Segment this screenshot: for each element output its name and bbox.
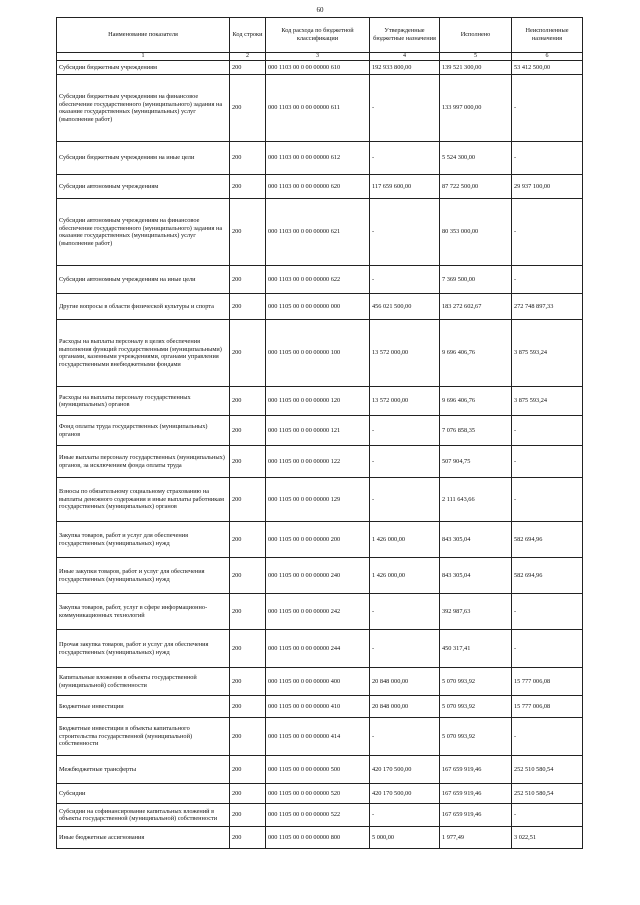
header-unexecuted: Неисполненные назначения — [512, 18, 583, 53]
row-executed-amount: 5 070 993,92 — [440, 696, 512, 718]
row-approved-amount: 117 659 600,00 — [370, 175, 440, 199]
row-budget-code: 000 1105 00 0 00 00000 121 — [266, 416, 370, 446]
row-budget-code: 000 1105 00 0 00 00000 520 — [266, 784, 370, 804]
row-line-code: 200 — [230, 416, 266, 446]
row-line-code: 200 — [230, 387, 266, 416]
row-executed-amount: 167 659 919,46 — [440, 756, 512, 784]
row-executed-amount: 5 524 300,00 — [440, 142, 512, 175]
table-row — [57, 266, 583, 294]
table-row — [57, 784, 583, 804]
row-unexecuted-amount: - — [512, 266, 583, 294]
row-budget-code: 000 1105 00 0 00 00000 200 — [266, 522, 370, 558]
row-approved-amount: 13 572 000,00 — [370, 320, 440, 387]
row-line-code: 200 — [230, 594, 266, 630]
budget-execution-table — [56, 17, 583, 849]
table-row — [57, 756, 583, 784]
row-budget-code: 000 1103 00 0 00 00000 622 — [266, 266, 370, 294]
row-approved-amount: 1 426 000,00 — [370, 558, 440, 594]
row-budget-code: 000 1103 00 0 00 00000 612 — [266, 142, 370, 175]
row-approved-amount: - — [370, 630, 440, 668]
row-indicator-name: Субсидии автономным учреждениям — [57, 175, 230, 199]
row-unexecuted-amount: 53 412 500,00 — [512, 61, 583, 75]
row-indicator-name: Фонд оплаты труда государственных (муниципальных) органов — [57, 416, 230, 446]
row-approved-amount: - — [370, 478, 440, 522]
table-body — [57, 61, 583, 849]
table-row — [57, 142, 583, 175]
row-approved-amount: - — [370, 804, 440, 827]
row-line-code: 200 — [230, 827, 266, 849]
row-unexecuted-amount: 582 694,96 — [512, 558, 583, 594]
row-executed-amount: 843 305,04 — [440, 522, 512, 558]
row-executed-amount: 392 987,63 — [440, 594, 512, 630]
table-row — [57, 199, 583, 266]
row-approved-amount: - — [370, 142, 440, 175]
row-indicator-name: Иные закупки товаров, работ и услуг для обеспечения государственных (муниципальных) нужд — [57, 558, 230, 594]
table-row — [57, 478, 583, 522]
row-unexecuted-amount: 29 937 100,00 — [512, 175, 583, 199]
row-line-code: 200 — [230, 718, 266, 756]
row-indicator-name: Субсидии автономным учреждениям на финансовое обеспечение государственного (муниципального) задания на оказание государственных (муниципальных) услуг (выполнение работ) — [57, 199, 230, 266]
row-unexecuted-amount: 3 875 593,24 — [512, 387, 583, 416]
row-unexecuted-amount: - — [512, 630, 583, 668]
table-row — [57, 416, 583, 446]
row-executed-amount: 7 076 858,35 — [440, 416, 512, 446]
row-indicator-name: Расходы на выплаты персоналу в целях обеспечения выполнения функций государственными (муниципальными) органами, казенными учреждениями, органами управления государственными внебюджетными фондами — [57, 320, 230, 387]
row-indicator-name: Субсидии автономным учреждениям на иные цели — [57, 266, 230, 294]
column-number: 2 — [230, 53, 266, 61]
table-row — [57, 61, 583, 75]
row-budget-code: 000 1105 00 0 00 00000 120 — [266, 387, 370, 416]
row-indicator-name: Бюджетные инвестиции в объекты капитального строительства государственной (муниципальной) собственности — [57, 718, 230, 756]
row-indicator-name: Закупка товаров, работ и услуг для обеспечения государственных (муниципальных) нужд — [57, 522, 230, 558]
table-row — [57, 175, 583, 199]
row-approved-amount: 5 000,00 — [370, 827, 440, 849]
row-line-code: 200 — [230, 266, 266, 294]
row-budget-code: 000 1103 00 0 00 00000 610 — [266, 61, 370, 75]
table-row — [57, 387, 583, 416]
row-budget-code: 000 1105 00 0 00 00000 800 — [266, 827, 370, 849]
row-executed-amount: 9 696 406,76 — [440, 320, 512, 387]
row-executed-amount: 167 659 919,46 — [440, 804, 512, 827]
row-unexecuted-amount: - — [512, 199, 583, 266]
row-indicator-name: Субсидии на софинансирование капитальных вложений в объекты государственной (муниципальной) собственности — [57, 804, 230, 827]
row-unexecuted-amount: 3 022,51 — [512, 827, 583, 849]
row-approved-amount: - — [370, 594, 440, 630]
table-row — [57, 75, 583, 142]
row-executed-amount: 5 070 993,92 — [440, 668, 512, 696]
row-unexecuted-amount: - — [512, 804, 583, 827]
table-row — [57, 294, 583, 320]
row-line-code: 200 — [230, 320, 266, 387]
row-unexecuted-amount: 252 510 580,54 — [512, 756, 583, 784]
row-executed-amount: 7 369 500,00 — [440, 266, 512, 294]
row-indicator-name: Иные выплаты персоналу государственных (муниципальных) органов, за исключением фонда оплаты труда — [57, 446, 230, 478]
header-approved: Утвержденные бюджетные назначения — [370, 18, 440, 53]
row-budget-code: 000 1105 00 0 00 00000 129 — [266, 478, 370, 522]
row-unexecuted-amount: - — [512, 416, 583, 446]
row-budget-code: 000 1105 00 0 00 00000 522 — [266, 804, 370, 827]
row-approved-amount: - — [370, 266, 440, 294]
table-row — [57, 522, 583, 558]
row-unexecuted-amount: - — [512, 718, 583, 756]
row-approved-amount: 192 933 800,00 — [370, 61, 440, 75]
row-budget-code: 000 1105 00 0 00 00000 122 — [266, 446, 370, 478]
column-number: 3 — [266, 53, 370, 61]
row-unexecuted-amount: 15 777 006,08 — [512, 668, 583, 696]
row-indicator-name: Субсидии бюджетным учреждениям на иные цели — [57, 142, 230, 175]
row-indicator-name: Иные бюджетные ассигнования — [57, 827, 230, 849]
row-line-code: 200 — [230, 784, 266, 804]
row-approved-amount: - — [370, 446, 440, 478]
row-unexecuted-amount: 272 748 897,33 — [512, 294, 583, 320]
row-line-code: 200 — [230, 696, 266, 718]
row-approved-amount: - — [370, 718, 440, 756]
row-executed-amount: 80 353 000,00 — [440, 199, 512, 266]
row-indicator-name: Взносы по обязательному социальному страхованию на выплаты денежного содержания и иные выплаты работникам государственных (муниципальных) органов — [57, 478, 230, 522]
row-executed-amount: 9 696 406,76 — [440, 387, 512, 416]
row-approved-amount: 20 848 000,00 — [370, 696, 440, 718]
row-executed-amount: 167 659 919,46 — [440, 784, 512, 804]
row-budget-code: 000 1105 00 0 00 00000 410 — [266, 696, 370, 718]
row-unexecuted-amount: - — [512, 446, 583, 478]
row-line-code: 200 — [230, 446, 266, 478]
row-executed-amount: 507 904,75 — [440, 446, 512, 478]
row-line-code: 200 — [230, 142, 266, 175]
column-number: 1 — [57, 53, 230, 61]
row-indicator-name: Другие вопросы в области физической культуры и спорта — [57, 294, 230, 320]
row-line-code: 200 — [230, 630, 266, 668]
table-row — [57, 718, 583, 756]
row-indicator-name: Бюджетные инвестиции — [57, 696, 230, 718]
row-line-code: 200 — [230, 804, 266, 827]
row-budget-code: 000 1103 00 0 00 00000 611 — [266, 75, 370, 142]
row-executed-amount: 843 305,04 — [440, 558, 512, 594]
row-line-code: 200 — [230, 61, 266, 75]
row-unexecuted-amount: - — [512, 142, 583, 175]
row-budget-code: 000 1105 00 0 00 00000 414 — [266, 718, 370, 756]
table-header-row — [57, 18, 583, 53]
page-number: 60 — [316, 6, 324, 14]
row-line-code: 200 — [230, 478, 266, 522]
row-executed-amount: 450 317,41 — [440, 630, 512, 668]
row-unexecuted-amount: 3 875 593,24 — [512, 320, 583, 387]
row-approved-amount: - — [370, 199, 440, 266]
row-budget-code: 000 1105 00 0 00 00000 242 — [266, 594, 370, 630]
column-number: 4 — [370, 53, 440, 61]
row-line-code: 200 — [230, 175, 266, 199]
row-indicator-name: Межбюджетные трансферты — [57, 756, 230, 784]
row-indicator-name: Закупка товаров, работ, услуг в сфере информационно-коммуникационных технологий — [57, 594, 230, 630]
table-row — [57, 827, 583, 849]
header-executed: Исполнено — [440, 18, 512, 53]
row-unexecuted-amount: - — [512, 594, 583, 630]
row-line-code: 200 — [230, 75, 266, 142]
header-line-code: Код строки — [230, 18, 266, 53]
row-executed-amount: 5 070 993,92 — [440, 718, 512, 756]
row-line-code: 200 — [230, 522, 266, 558]
row-executed-amount: 139 521 300,00 — [440, 61, 512, 75]
row-indicator-name: Расходы на выплаты персоналу государственных (муниципальных) органов — [57, 387, 230, 416]
table-row — [57, 320, 583, 387]
table-row — [57, 804, 583, 827]
row-budget-code: 000 1103 00 0 00 00000 620 — [266, 175, 370, 199]
row-line-code: 200 — [230, 199, 266, 266]
row-approved-amount: 420 170 500,00 — [370, 784, 440, 804]
row-approved-amount: 1 426 000,00 — [370, 522, 440, 558]
row-approved-amount: - — [370, 75, 440, 142]
row-unexecuted-amount: 15 777 006,08 — [512, 696, 583, 718]
row-budget-code: 000 1105 00 0 00 00000 240 — [266, 558, 370, 594]
header-budget-code: Код расхода по бюджетной классификации — [266, 18, 370, 53]
row-approved-amount: 20 848 000,00 — [370, 668, 440, 696]
row-executed-amount: 183 272 602,67 — [440, 294, 512, 320]
row-budget-code: 000 1105 00 0 00 00000 000 — [266, 294, 370, 320]
row-executed-amount: 133 997 000,00 — [440, 75, 512, 142]
row-unexecuted-amount: - — [512, 478, 583, 522]
row-executed-amount: 1 977,49 — [440, 827, 512, 849]
row-budget-code: 000 1103 00 0 00 00000 621 — [266, 199, 370, 266]
table-row — [57, 594, 583, 630]
row-executed-amount: 87 722 500,00 — [440, 175, 512, 199]
row-line-code: 200 — [230, 756, 266, 784]
row-indicator-name: Капитальные вложения в объекты государственной (муниципальной) собственности — [57, 668, 230, 696]
row-indicator-name: Субсидии — [57, 784, 230, 804]
table-row — [57, 630, 583, 668]
row-approved-amount: 420 170 500,00 — [370, 756, 440, 784]
table-row — [57, 446, 583, 478]
row-indicator-name: Субсидии бюджетным учреждениям — [57, 61, 230, 75]
row-budget-code: 000 1105 00 0 00 00000 244 — [266, 630, 370, 668]
row-approved-amount: 456 021 500,00 — [370, 294, 440, 320]
row-approved-amount: 13 572 000,00 — [370, 387, 440, 416]
row-executed-amount: 2 111 643,66 — [440, 478, 512, 522]
table-row — [57, 558, 583, 594]
row-line-code: 200 — [230, 558, 266, 594]
row-approved-amount: - — [370, 416, 440, 446]
row-budget-code: 000 1105 00 0 00 00000 400 — [266, 668, 370, 696]
row-line-code: 200 — [230, 668, 266, 696]
row-line-code: 200 — [230, 294, 266, 320]
row-unexecuted-amount: 252 510 580,54 — [512, 784, 583, 804]
table-row — [57, 668, 583, 696]
header-indicator-name: Наименование показателя — [57, 18, 230, 53]
row-budget-code: 000 1105 00 0 00 00000 500 — [266, 756, 370, 784]
row-indicator-name: Субсидии бюджетным учреждениям на финансовое обеспечение государственного (муниципального) задания на оказание государственных (муниципальных) услуг (выполнение работ) — [57, 75, 230, 142]
row-indicator-name: Прочая закупка товаров, работ и услуг для обеспечения государственных (муниципальных) нужд — [57, 630, 230, 668]
column-number: 5 — [440, 53, 512, 61]
column-number-row — [57, 53, 583, 61]
table-row — [57, 696, 583, 718]
row-unexecuted-amount: - — [512, 75, 583, 142]
row-unexecuted-amount: 582 694,96 — [512, 522, 583, 558]
column-number: 6 — [512, 53, 583, 61]
row-budget-code: 000 1105 00 0 00 00000 100 — [266, 320, 370, 387]
